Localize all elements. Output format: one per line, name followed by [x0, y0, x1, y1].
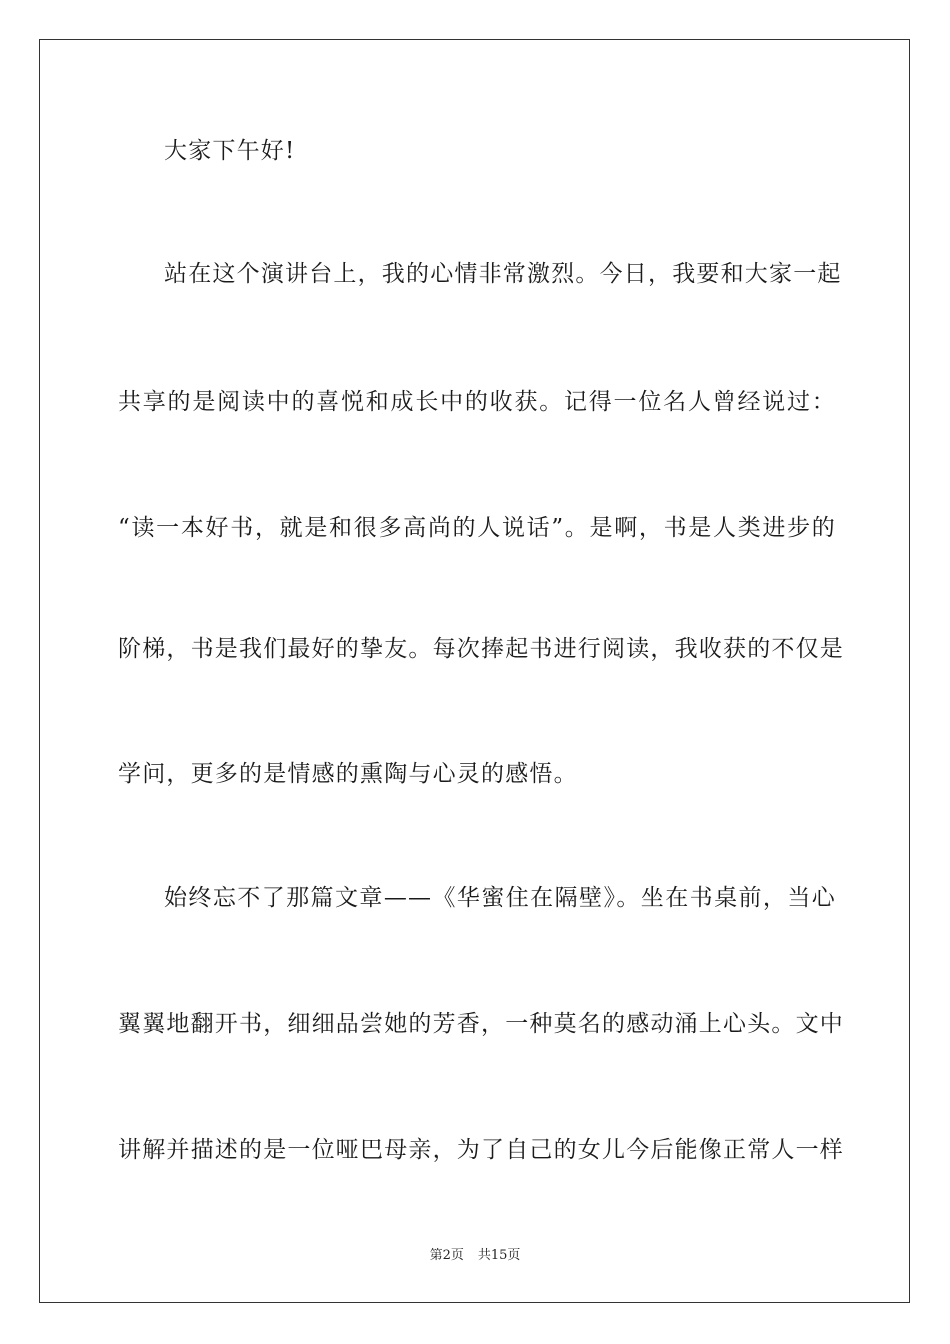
paragraph-line: 共享的是阅读中的喜悦和成长中的收获。记得一位名人曾经说过：	[118, 389, 836, 415]
paragraph-line: 学问，更多的是情感的熏陶与心灵的感悟。	[118, 761, 578, 787]
paragraph-line: 讲解并描述的是一位哑巴母亲，为了自己的女儿今后能像正常人一样	[118, 1137, 844, 1163]
page-number: 第2页	[429, 1248, 464, 1263]
paragraph-line: 站在这个演讲台上，我的心情非常激烈。今日，我要和大家一起	[164, 261, 842, 287]
greeting-line: 大家下午好!	[164, 138, 296, 164]
page-frame	[39, 39, 910, 1303]
paragraph-line: 翼翼地翻开书，细细品尝她的芳香，一种莫名的感动涌上心头。文中	[118, 1011, 844, 1037]
page-footer	[0, 1247, 950, 1265]
paragraph-line: 阶梯，书是我们最好的挚友。每次捧起书进行阅读，我收获的不仅是	[118, 636, 844, 662]
paragraph-line: “读一本好书，就是和很多高尚的人说话”。是啊，书是人类进步的	[118, 515, 836, 541]
page-total: 共15页	[477, 1248, 521, 1263]
paragraph-line: 始终忘不了那篇文章——《华蜜住在隔壁》。坐在书桌前，当心	[164, 885, 836, 911]
